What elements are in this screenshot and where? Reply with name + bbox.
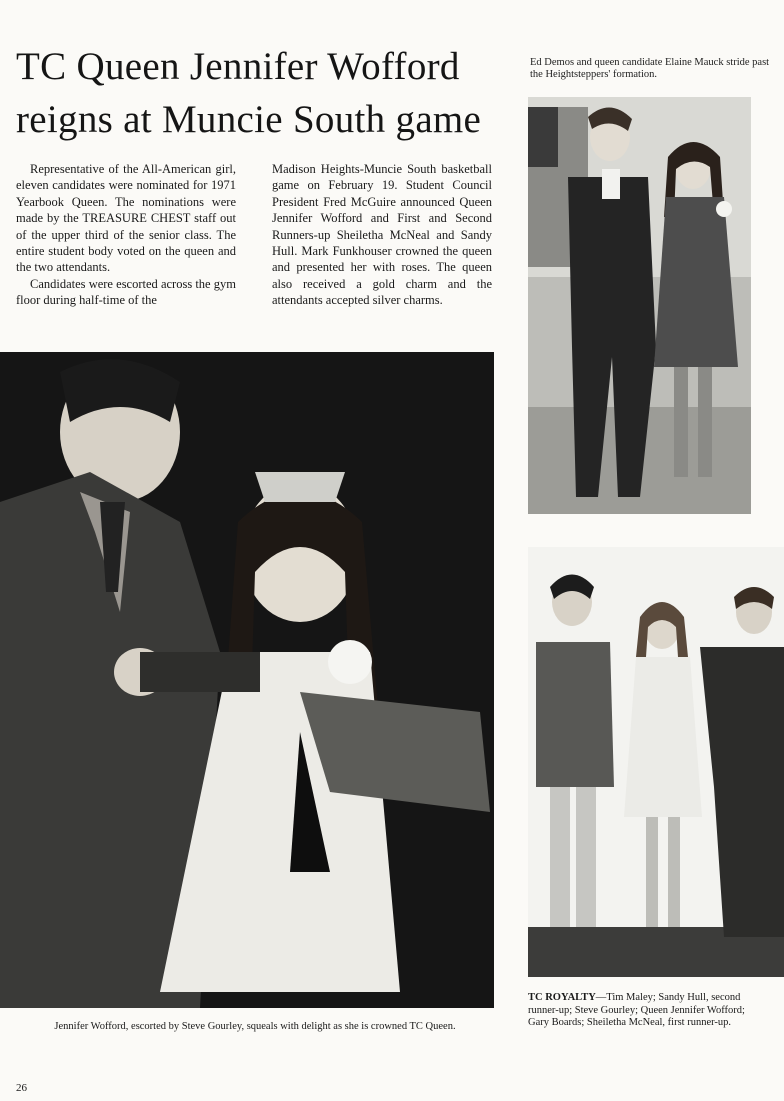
headline-line-2: reigns at Muncie South game <box>16 98 482 141</box>
caption-top-photo: Ed Demos and queen candidate Elaine Mauck stride past the Heightsteppers' formation. <box>530 57 770 80</box>
caption-royalty-text: —Tim Maley; Sandy Hull, second runner-up; Steve Gourley; Queen Jennifer Wofford; Gary Boards; Sheiletha McNeal, first runner-up. <box>528 992 745 1029</box>
body-paragraph: Representative of the All-American girl, eleven candidates were nominated for 1971 Yearbook Queen. The nominations were made by the TREASURE CHEST staff out of the upper third of the senior class. The entire student body voted on the queen and the two attendants. <box>16 162 236 275</box>
caption-royalty <box>528 992 768 1030</box>
body-paragraph: Candidates were escorted across the gym floor during half-time of the <box>16 276 236 308</box>
photo-queen-crowning <box>0 352 494 1008</box>
body-column-1 <box>16 161 236 309</box>
photo-couple-striding <box>528 97 751 514</box>
headline-line-1: TC Queen Jennifer Wofford <box>16 45 460 88</box>
page-number: 26 <box>16 1082 27 1094</box>
body-column-2 <box>272 161 492 309</box>
photo-tc-royalty <box>528 547 784 977</box>
body-paragraph: Madison Heights-Muncie South basketball game on February 19. Student Council President Fred McGuire announced Queen Jennifer Wofford and First and Second Runners-up Sheiletha McNeal and Sandy Hull. Mark Funkhouser crowned the queen and presented her with roses. The queen also received a gold charm and the attendants accepted silver charms. <box>272 162 492 308</box>
caption-royalty-lead: TC ROYALTY <box>528 992 596 1003</box>
caption-main-photo: Jennifer Wofford, escorted by Steve Gourley, squeals with delight as she is crowned TC Queen. <box>54 1021 456 1032</box>
headline <box>16 40 516 146</box>
